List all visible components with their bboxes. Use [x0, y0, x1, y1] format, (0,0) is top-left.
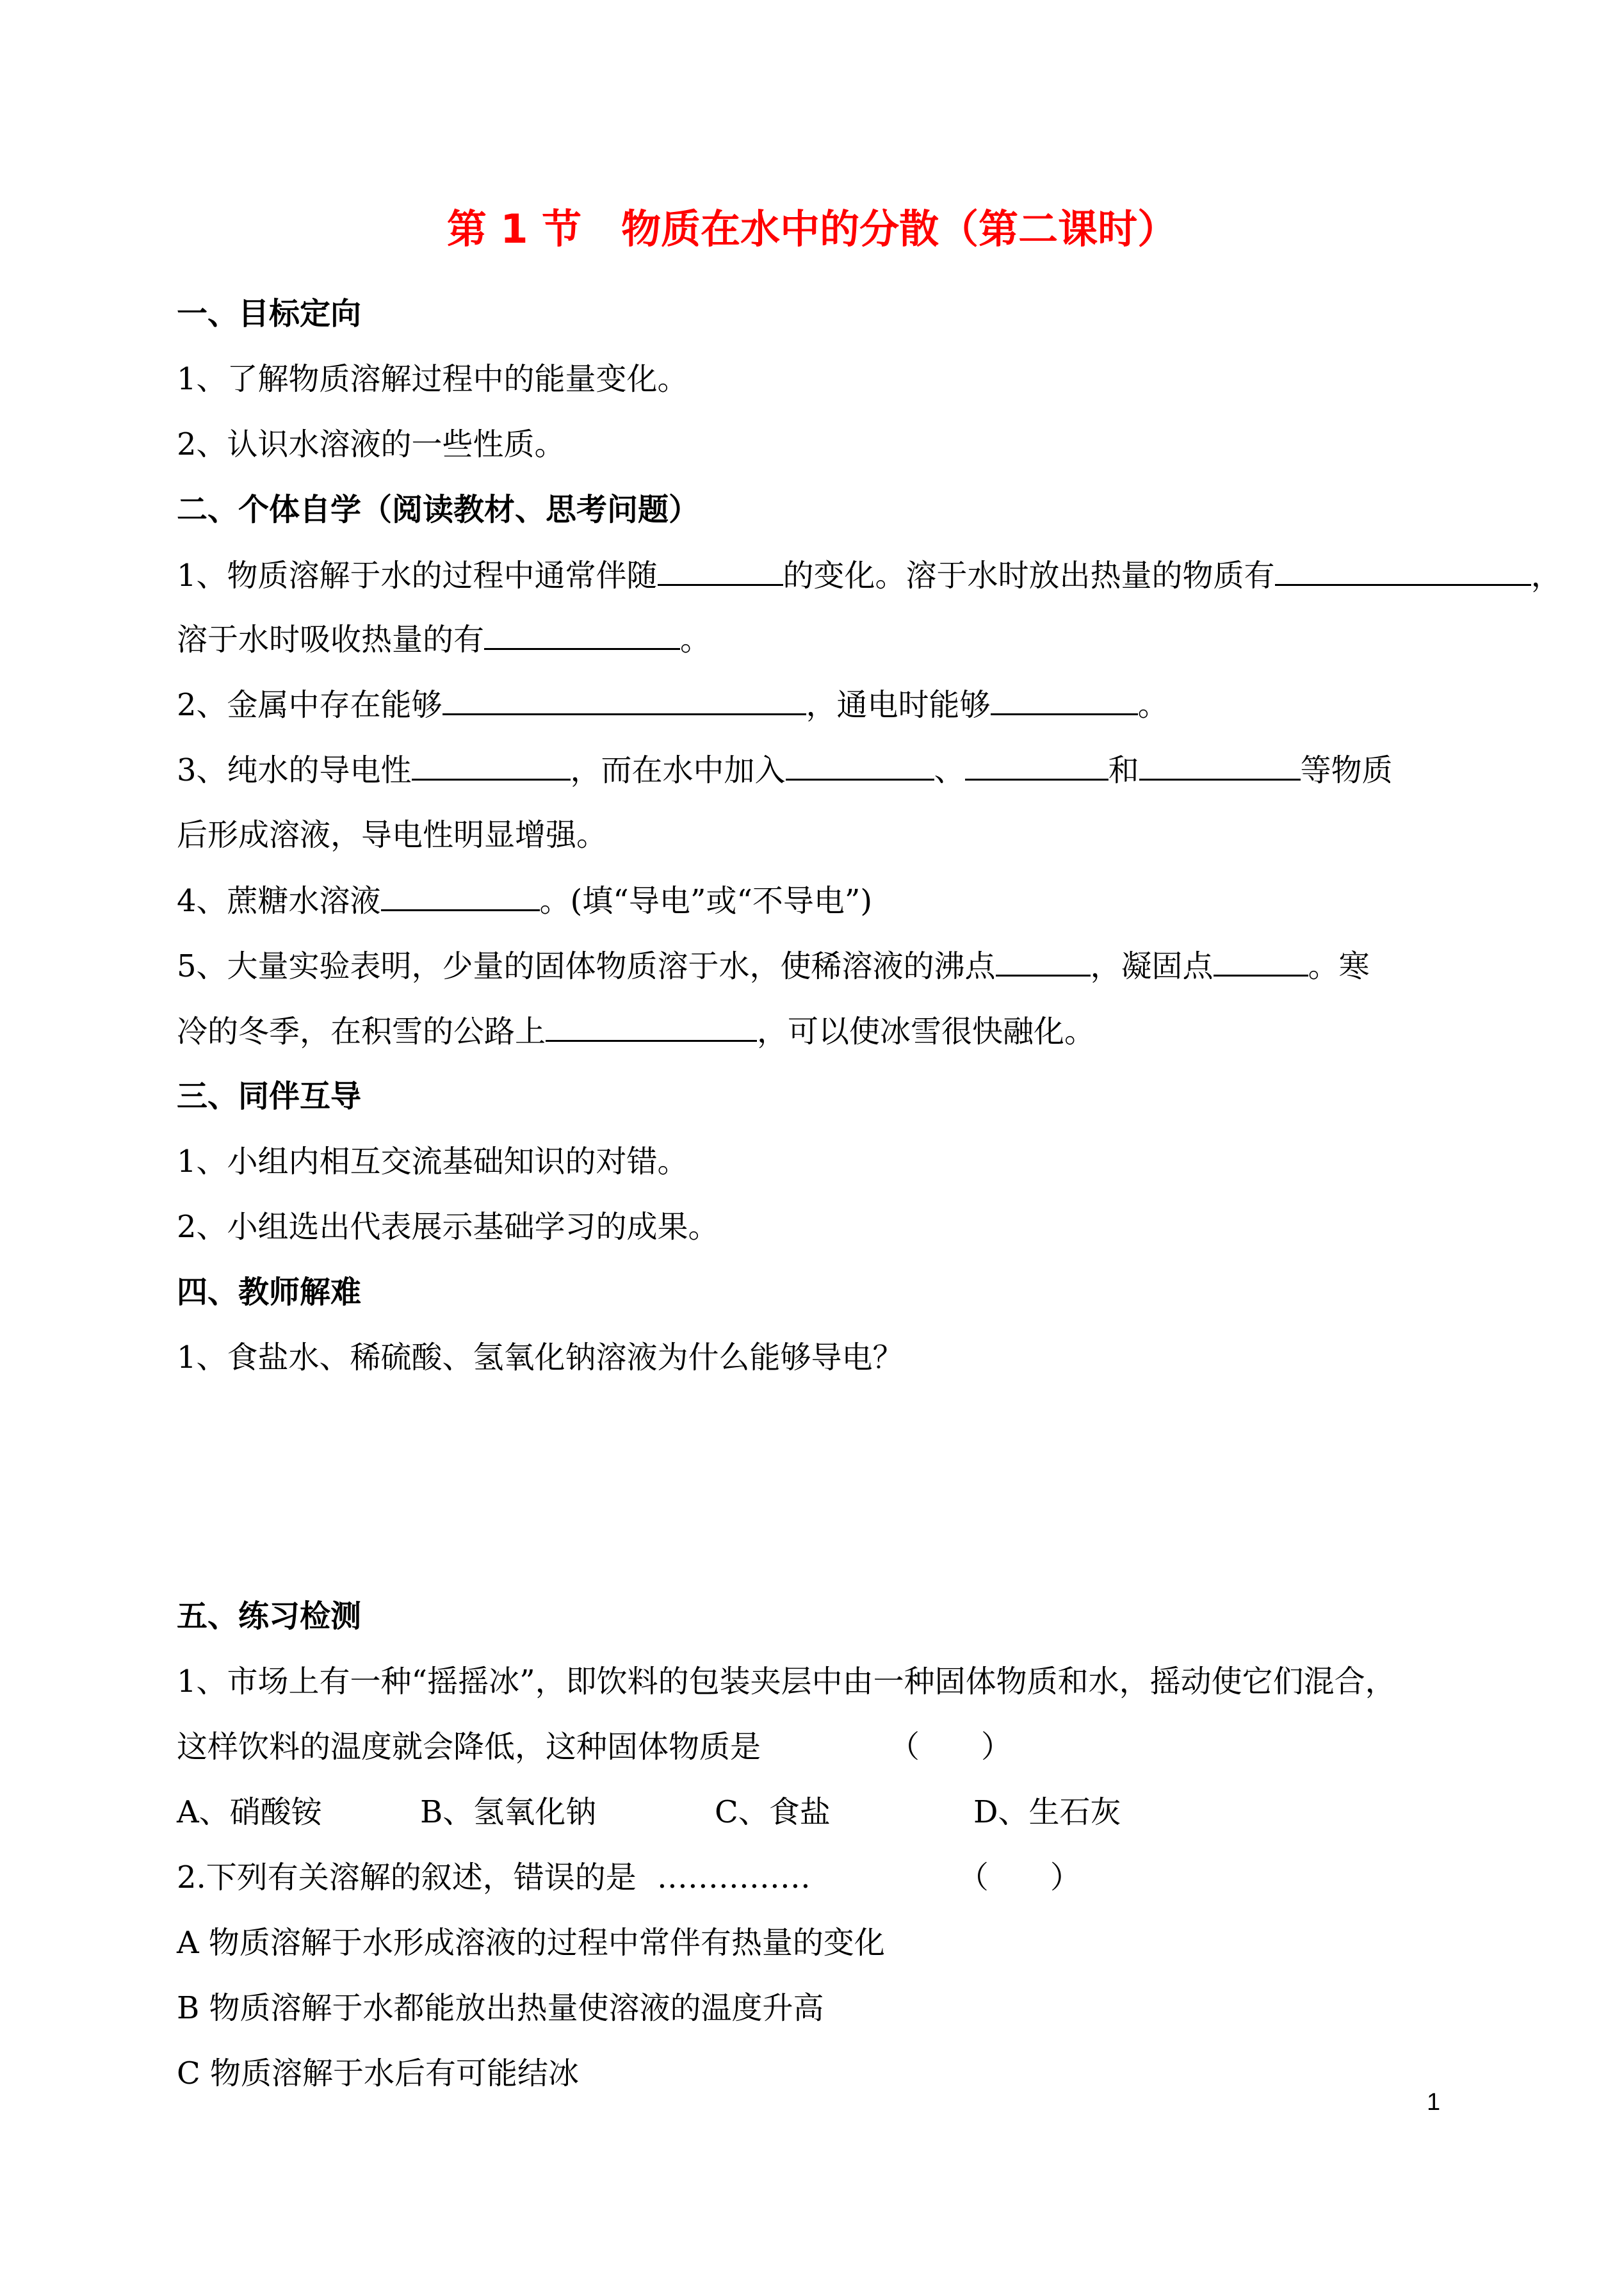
section-heading-practice: 五、练习检测 [177, 1598, 362, 1634]
question-2-5-line-2 [177, 1010, 1095, 1052]
practice-q2-option-a[interactable]: A 物质溶解于水形成溶液的过程中常伴有热量的变化 [177, 1925, 885, 1961]
practice-q1-stem: 这样饮料的温度就会降低，这种固体物质是 [177, 1729, 761, 1765]
answer-paren[interactable]: （ ） [889, 1729, 1012, 1765]
answer-paren[interactable]: （ ） [957, 1860, 1081, 1895]
page-number: 1 [1427, 2089, 1441, 2116]
q2-3-text-b: ，而在水中加入 [570, 752, 786, 788]
answer-blank[interactable] [412, 749, 571, 781]
option-b[interactable]: B、氢氧化钠 [420, 1794, 597, 1830]
peer-item-2: 2、小组选出代表展示基础学习的成果。 [177, 1209, 719, 1245]
q2-5-text-e: ，可以使冰雪很快融化。 [757, 1014, 1096, 1050]
answer-blank[interactable] [1214, 945, 1308, 977]
q2-1-text-d: 溶于水时吸收热量的有 [177, 622, 485, 658]
goal-item-1: 1、了解物质溶解过程中的能量变化。 [177, 361, 688, 397]
answer-blank[interactable] [484, 619, 680, 650]
answer-blank[interactable] [443, 684, 806, 715]
q2-3-text-d: 和 [1108, 752, 1139, 788]
practice-q1-line-1: 1、市场上有一种“摇摇冰”，即饮料的包装夹层中由一种固体物质和水，摇动使它们混合， [177, 1664, 1396, 1699]
page-title: 第 1 节 物质在水中的分散（第二课时） [446, 206, 1178, 252]
question-2-1-line-1 [177, 555, 1562, 596]
q2-5-text-a: 5、大量实验表明，少量的固体物质溶于水，使稀溶液的沸点 [177, 948, 996, 984]
q2-3-text-a: 3、纯水的导电性 [177, 752, 412, 788]
question-2-4 [177, 880, 872, 921]
question-2-1-line-2 [177, 619, 711, 660]
peer-item-1: 1、小组内相互交流基础知识的对错。 [177, 1144, 688, 1180]
question-2-3-line-2: 后形成溶液，导电性明显增强。 [177, 817, 608, 853]
practice-q2-stem-line [177, 1857, 1081, 1898]
q2-1-text-b: 的变化。溶于水时放出热量的物质有 [783, 558, 1275, 594]
q2-2-text-a: 2、金属中存在能够 [177, 687, 443, 723]
section-heading-teacher: 四、教师解难 [177, 1274, 362, 1310]
answer-blank[interactable] [1139, 749, 1301, 781]
teacher-question-1: 1、食盐水、稀硫酸、氢氧化钠溶液为什么能够导电？ [177, 1340, 904, 1375]
q2-3-text-e: 等物质 [1300, 752, 1393, 788]
practice-q2-stem: 2.下列有关溶解的叙述，错误的是 [177, 1860, 637, 1895]
section-heading-peer: 三、同伴互导 [177, 1078, 362, 1114]
option-a[interactable]: A、硝酸铵 [177, 1794, 322, 1830]
question-2-3-line-1 [177, 749, 1393, 791]
q2-5-text-b: ，凝固点 [1090, 948, 1214, 984]
section-heading-goals: 一、目标定向 [177, 296, 362, 332]
practice-q2-option-c[interactable]: C 物质溶解于水后有可能结冰 [177, 2056, 579, 2091]
answer-blank[interactable] [546, 1010, 757, 1042]
q2-1-text-e: 。 [680, 622, 711, 658]
answer-blank[interactable] [381, 880, 540, 911]
q2-4-text-b: 。(填“导电”或“不导电”) [539, 883, 873, 919]
leader-dots: …………… [656, 1860, 811, 1895]
answer-blank[interactable] [996, 945, 1091, 977]
q2-1-text-a: 1、物质溶解于水的过程中通常伴随 [177, 558, 658, 594]
option-d[interactable]: D、生石灰 [973, 1794, 1121, 1830]
q2-5-text-c: 。寒 [1308, 948, 1370, 984]
answer-blank[interactable] [965, 749, 1108, 781]
option-c[interactable]: C、食盐 [715, 1794, 831, 1830]
section-heading-self-study: 二、个体自学（阅读教材、思考问题） [177, 492, 700, 528]
q2-3-text-c: 、 [934, 752, 965, 788]
answer-blank[interactable] [658, 555, 783, 586]
q2-1-text-c: ， [1531, 558, 1562, 594]
question-2-5-line-1 [177, 945, 1370, 987]
answer-blank[interactable] [991, 684, 1138, 715]
practice-q1-line-2 [177, 1726, 1012, 1767]
practice-q2-option-b[interactable]: B 物质溶解于水都能放出热量使溶液的温度升高 [177, 1990, 824, 2026]
goal-item-2: 2、认识水溶液的一些性质。 [177, 426, 565, 462]
q2-2-text-b: ，通电时能够 [806, 687, 991, 723]
question-2-2 [177, 684, 1169, 726]
practice-q1-options [177, 1792, 1121, 1833]
q2-2-text-c: 。 [1137, 687, 1169, 723]
answer-blank[interactable] [786, 749, 934, 781]
answer-blank[interactable] [1275, 555, 1531, 586]
q2-5-text-d: 冷的冬季，在积雪的公路上 [177, 1014, 546, 1050]
q2-4-text-a: 4、蔗糖水溶液 [177, 883, 381, 919]
